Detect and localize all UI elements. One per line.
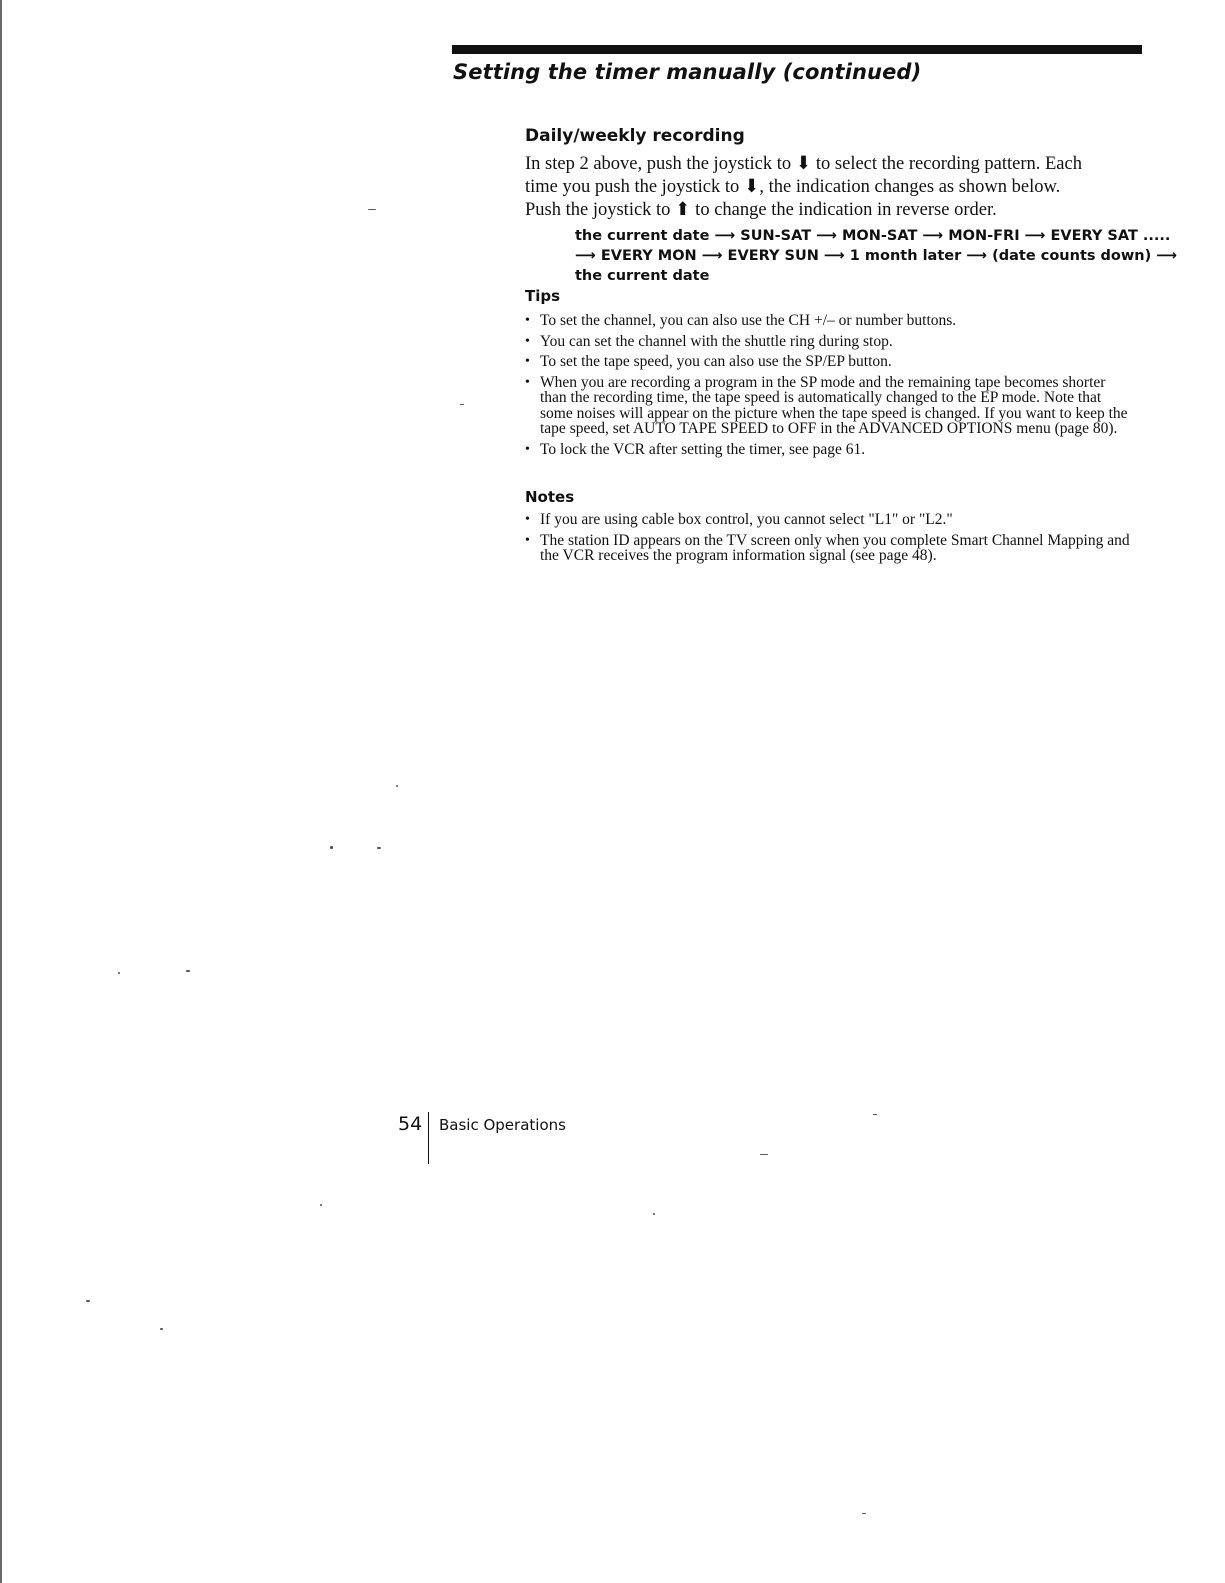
recording-pattern-sequence — [575, 226, 1178, 286]
tips-heading: Tips — [525, 287, 561, 305]
tip-item: • To set the channel, you can also use the CH +/– or number buttons. — [525, 313, 1135, 329]
scan-edge — [0, 0, 2, 1583]
note-item: • If you are using cable box control, you cannot select "L1" or "L2." — [525, 512, 1135, 528]
intro-line: time you push the joystick to ⬇, the indication changes as shown below. — [525, 177, 1061, 197]
subsection-title: Daily/weekly recording — [525, 126, 745, 146]
scan-speck — [86, 1300, 90, 1302]
scan-speck — [653, 1213, 655, 1215]
section-title: Setting the timer manually (continued) — [453, 60, 922, 84]
scan-speck — [862, 1513, 866, 1514]
tip-item: • To set the tape speed, you can also use the SP/EP button. — [525, 354, 1135, 370]
footer-divider — [428, 1112, 429, 1164]
footer-section-name: Basic Operations — [439, 1116, 566, 1134]
scan-speck — [377, 847, 381, 849]
sequence-line: the current date ⟶ SUN-SAT ⟶ MON-SAT ⟶ MON-FRI ⟶ EVERY SAT ..... — [575, 228, 1171, 244]
note-item: • The station ID appears on the TV screen only when you complete Smart Channel Mapping and the VCR receives the program information signal (see page 48). — [525, 533, 1135, 564]
intro-line: Push the joystick to ⬆ to change the indication in reverse order. — [525, 200, 997, 220]
tips-list — [525, 313, 1135, 462]
scan-speck — [368, 209, 376, 210]
scan-speck — [873, 1114, 877, 1115]
sequence-line: ⟶ EVERY MON ⟶ EVERY SUN ⟶ 1 month later ⟶ (date counts down) ⟶ — [575, 248, 1178, 264]
scan-speck — [330, 846, 333, 849]
scan-speck — [186, 970, 190, 972]
notes-heading: Notes — [525, 488, 575, 506]
intro-paragraph — [525, 153, 1130, 222]
scan-speck — [160, 1328, 163, 1330]
notes-list — [525, 512, 1135, 569]
tip-item: • To lock the VCR after setting the timer, see page 61. — [525, 442, 1135, 458]
page-number: 54 — [398, 1113, 423, 1135]
scan-speck — [460, 404, 464, 405]
scan-speck — [118, 972, 120, 974]
scan-speck — [760, 1154, 768, 1155]
tip-item: • You can set the channel with the shuttle ring during stop. — [525, 334, 1135, 350]
header-rule — [452, 45, 1142, 54]
scan-speck — [320, 1204, 322, 1206]
intro-line: In step 2 above, push the joystick to ⬇ to select the recording pattern. Each — [525, 154, 1082, 174]
sequence-line: the current date — [575, 268, 710, 284]
scan-speck — [396, 785, 398, 787]
tip-item: • When you are recording a program in the SP mode and the remaining tape becomes shorter than the recording time, the tape speed is automatically changed to the EP mode. Note that some noises will appear on the picture when the tape speed is changed. If you want to keep the tape speed, set AUTO TAPE SPEED to OFF in the ADVANCED OPTIONS menu (page 80). — [525, 375, 1135, 437]
